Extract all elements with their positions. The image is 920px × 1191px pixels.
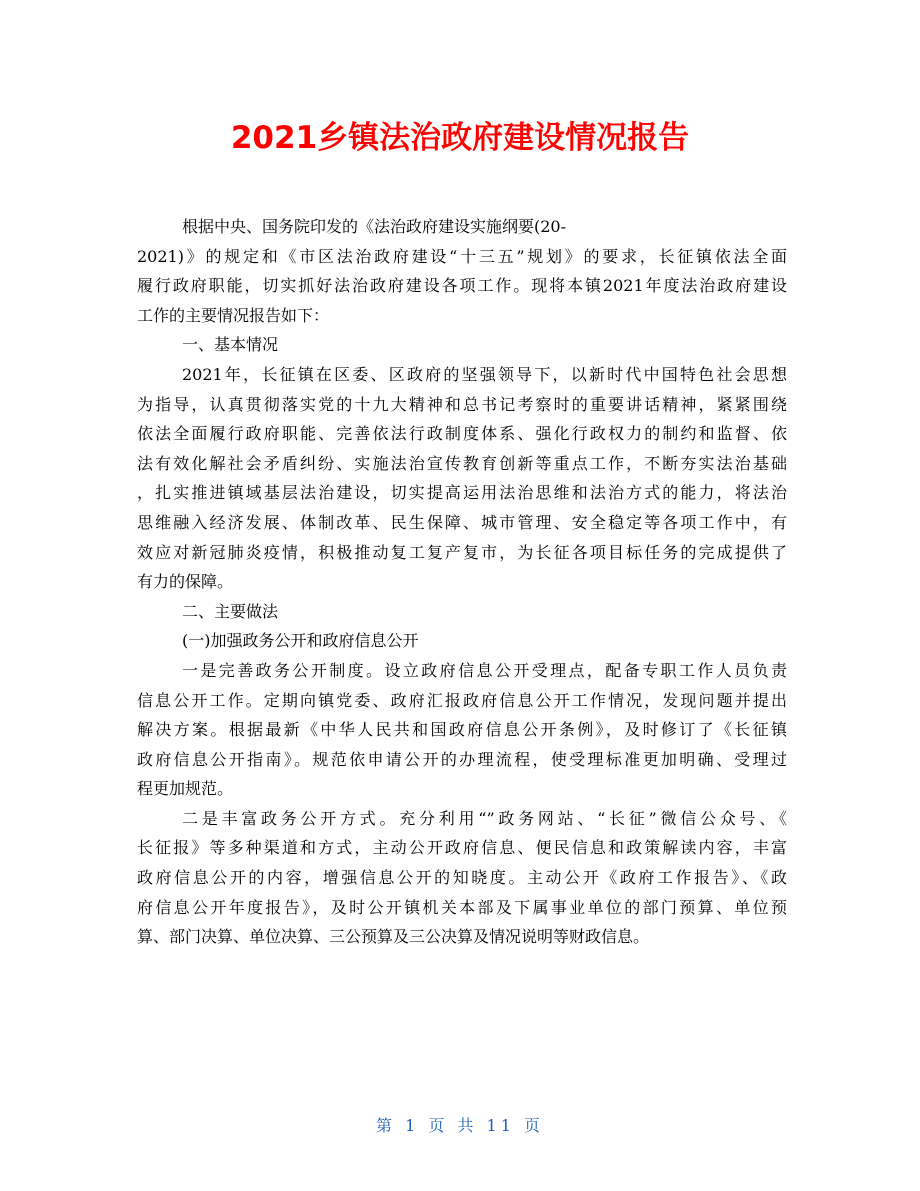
paragraph-line: 解决方案。根据最新《中华人民共和国政府信息公开条例》，及时修订了《长征镇 — [137, 720, 787, 740]
paragraph-line: 政府信息公开的内容，增强信息公开的知晓度。主动公开《政府工作报告》、《政 — [137, 868, 787, 888]
paragraph-line: 信息公开工作。定期向镇党委、政府汇报政府信息公开工作情况，发现问题并提出 — [137, 690, 787, 710]
paragraph-line: 府信息公开年度报告》，及时公开镇机关本部及下属事业单位的部门预算、单位预 — [137, 897, 787, 917]
paragraph-line: 算、部门决算、单位决算、三公预算及三公决算及情况说明等财政信息。 — [137, 927, 650, 947]
paragraph-line: 法有效化解社会矛盾纠纷、实施法治宣传教育创新等重点工作，不断夯实法治基础 — [137, 453, 787, 473]
paragraph-line: 政府信息公开指南》。规范依申请公开的办理流程，使受理标准更加明确、受理过 — [137, 749, 787, 769]
paragraph-line: ，扎实推进镇域基层法治建设，切实提高运用法治思维和法治方式的能力，将法治 — [137, 483, 787, 503]
paragraph-line: 为指导，认真贯彻落实党的十九大精神和总书记考察时的重要讲话精神，紧紧围绕 — [137, 394, 787, 414]
paragraph-line: 有力的保障。 — [137, 572, 234, 592]
paragraph-line: 工作的主要情况报告如下： — [137, 305, 330, 325]
paragraph-line: 2021)》的规定和《市区法治政府建设“十三五”规划》的要求，长征镇依法全面 — [137, 246, 787, 266]
paragraph-line: 履行政府职能，切实抓好法治政府建设各项工作。现将本镇2021年度法治政府建设 — [137, 276, 787, 296]
document-body — [137, 212, 787, 952]
paragraph-line: 二是丰富政务公开方式。充分利用“”政务网站、“长征”微信公众号、《 — [182, 808, 787, 828]
page-footer: 第 1 页 共 11 页 — [376, 1116, 544, 1135]
paragraph-line: 长征报》等多种渠道和方式，主动公开政府信息、便民信息和政策解读内容，丰富 — [137, 838, 787, 858]
paragraph-line: 效应对新冠肺炎疫情，积极推动复工复产复市，为长征各项目标任务的完成提供了 — [137, 542, 787, 562]
paragraph-line: 程更加规范。 — [137, 779, 234, 799]
section-heading: 二、主要做法 — [182, 601, 279, 621]
paragraph-line: 一是完善政务公开制度。设立政府信息公开受理点，配备专职工作人员负责 — [182, 660, 787, 680]
paragraph-line: 依法全面履行政府职能、完善依法行政制度体系、强化行政权力的制约和监督、依 — [137, 424, 787, 444]
section-heading: 一、基本情况 — [182, 335, 279, 355]
paragraph-line: 根据中央、国务院印发的《法治政府建设实施纲要(20- — [182, 217, 567, 236]
paragraph-line: 思维融入经济发展、体制改革、民生保障、城市管理、安全稳定等各项工作中，有 — [137, 512, 787, 532]
paragraph-line: 2021年，长征镇在区委、区政府的坚强领导下，以新时代中国特色社会思想 — [182, 364, 787, 384]
document-title: 2021乡镇法治政府建设情况报告 — [230, 120, 690, 156]
subsection-heading: (一)加强政务公开和政府信息公开 — [182, 631, 419, 651]
